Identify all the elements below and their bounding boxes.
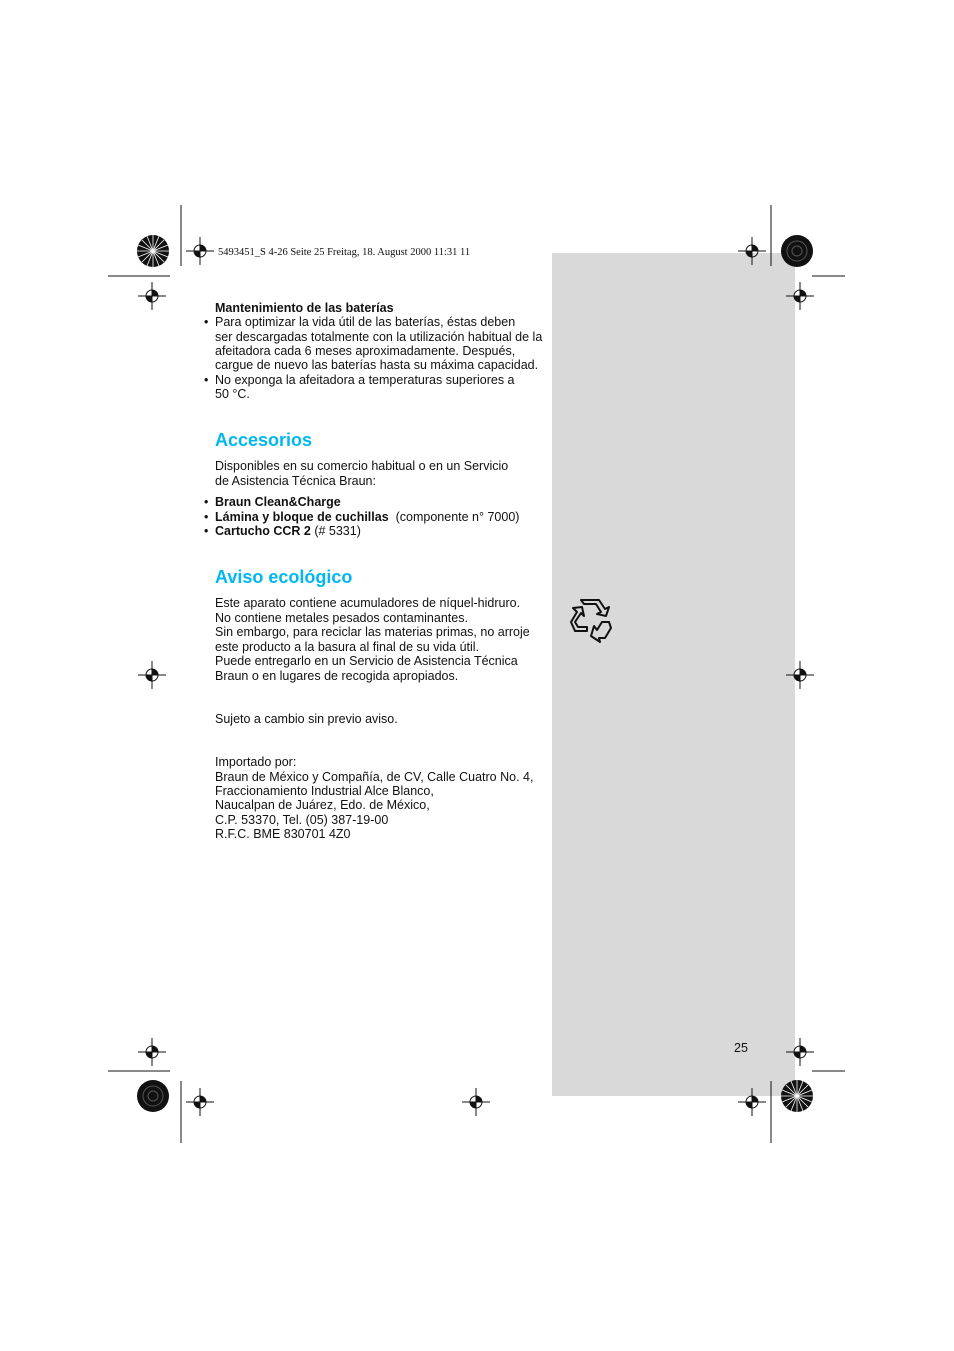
starburst-target-icon: [780, 234, 814, 268]
accessories-intro-line2: de Asistencia Técnica Braun:: [215, 474, 376, 488]
registration-mark-icon: [785, 1037, 815, 1067]
eco-line: Este aparato contiene acumuladores de níquel-hidruro.: [215, 596, 521, 610]
importer-line: Braun de México y Compañía, de CV, Calle Cuatro No. 4,: [215, 770, 534, 784]
importer-line: C.P. 53370, Tel. (05) 387-19-00: [215, 813, 389, 827]
bullet-dot: •: [204, 510, 209, 524]
battery-bullet2-line2: 50 °C.: [215, 387, 250, 401]
accessory-item-detail: (# 5331): [310, 524, 361, 538]
registration-mark-icon: [461, 1087, 491, 1117]
accessories-heading: Accesorios: [215, 430, 313, 450]
starburst-target-icon: [780, 1079, 814, 1113]
registration-mark-icon: [737, 1087, 767, 1117]
notice-text: Sujeto a cambio sin previo aviso.: [215, 712, 398, 726]
accessory-item-name: Braun Clean&Charge: [215, 495, 341, 509]
bullet-dot: •: [204, 373, 209, 387]
eco-heading: Aviso ecológico: [215, 567, 353, 587]
print-slug: 5493451_S 4-26 Seite 25 Freitag, 18. August 2000 11:31 11: [218, 247, 471, 258]
registration-mark-icon: [185, 236, 215, 266]
registration-mark-icon: [137, 660, 167, 690]
accessory-item-name: Lámina y bloque de cuchillas: [215, 510, 389, 524]
battery-bullet1-line3: afeitadora cada 6 meses aproximadamente. Después,: [215, 344, 516, 358]
battery-bullet1-line2: ser descargadas totalmente con la utilización habitual de la: [215, 330, 543, 344]
bullet-dot: •: [204, 495, 209, 509]
battery-bullet2-line1: No exponga la afeitadora a temperaturas superiores a: [215, 373, 515, 387]
starburst-target-icon: [136, 234, 170, 268]
accessory-item-name: Cartucho CCR 2: [215, 524, 311, 538]
importer-line: R.F.C. BME 830701 4Z0: [215, 827, 351, 841]
bullet-dot: •: [204, 315, 209, 329]
eco-line: Puede entregarlo en un Servicio de Asistencia Técnica: [215, 654, 518, 668]
page-number: 25: [734, 1041, 748, 1055]
eco-line: Sin embargo, para reciclar las materias primas, no arroje: [215, 625, 530, 639]
importer-line: Fraccionamiento Industrial Alce Blanco,: [215, 784, 434, 798]
battery-title: Mantenimiento de las baterías: [215, 301, 394, 315]
registration-mark-icon: [137, 1037, 167, 1067]
registration-mark-icon: [785, 660, 815, 690]
registration-mark-icon: [785, 281, 815, 311]
accessory-item-detail: (componente n° 7000): [388, 510, 520, 524]
importer-line: Importado por:: [215, 755, 297, 769]
eco-line: No contiene metales pesados contaminantes.: [215, 611, 468, 625]
accessories-intro-line1: Disponibles en su comercio habitual o en un Servicio: [215, 459, 509, 473]
battery-bullet1-line4: cargue de nuevo las baterías hasta su máxima capacidad.: [215, 358, 539, 372]
registration-mark-icon: [137, 281, 167, 311]
importer-line: Naucalpan de Juárez, Edo. de México,: [215, 798, 430, 812]
bullet-dot: •: [204, 524, 209, 538]
registration-mark-icon: [737, 236, 767, 266]
eco-line: Braun o en lugares de recogida apropiados.: [215, 669, 459, 683]
eco-line: este producto a la basura al final de su vida útil.: [215, 640, 480, 654]
battery-bullet1-line1: Para optimizar la vida útil de las baterías, éstas deben: [215, 315, 516, 329]
starburst-target-icon: [136, 1079, 170, 1113]
registration-mark-icon: [185, 1087, 215, 1117]
